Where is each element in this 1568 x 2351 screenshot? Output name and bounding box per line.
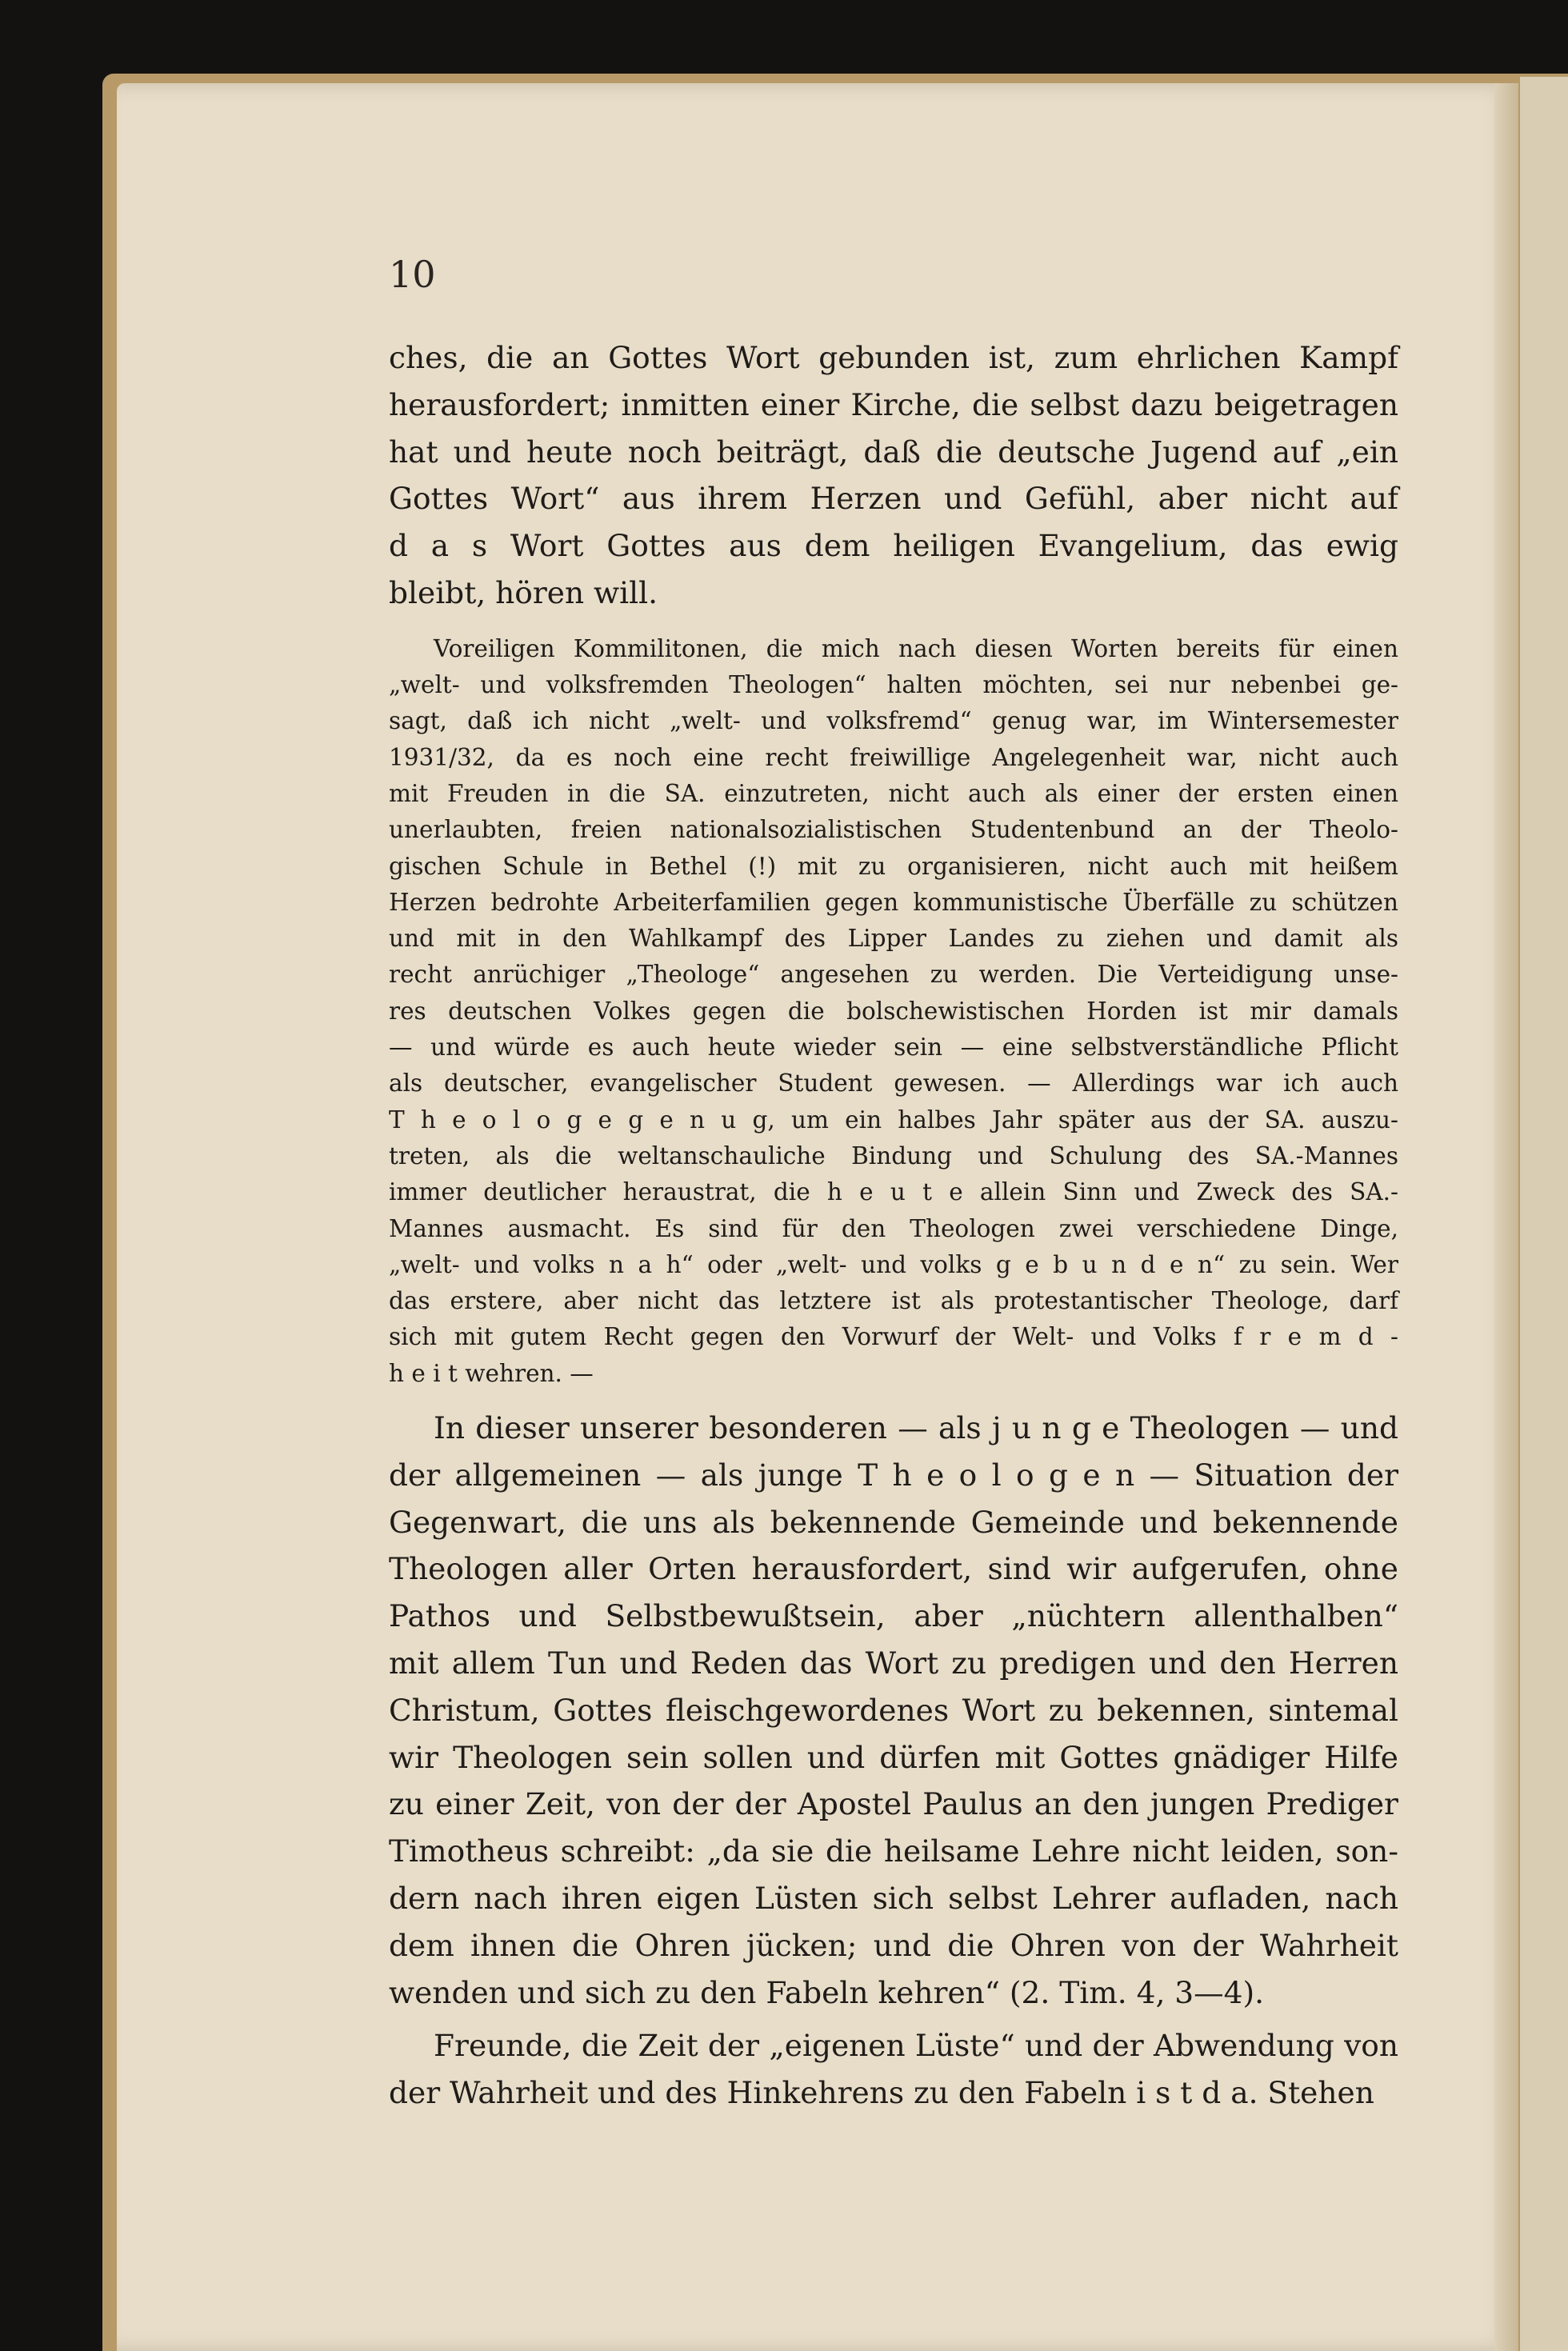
paragraph-1-line: d a s Wort Gottes aus dem heiligen Evangelium, das ewig <box>389 528 1398 564</box>
paragraph-2-line: „welt- und volksfremden Theologen“ halten möchten, sei nur nebenbei ge- <box>389 671 1398 699</box>
paragraph-2-footnote <box>389 631 1398 1392</box>
page-body <box>389 248 1398 2117</box>
spacer <box>389 1392 1398 1405</box>
paragraph-2-line: und mit in den Wahlkampf des Lipper Landes zu ziehen und damit als <box>389 925 1398 953</box>
paragraph-2-line: sagt, daß ich nicht „welt- und volksfremd“ genug war, im Wintersemester <box>389 707 1398 735</box>
page-gutter-shadow <box>1494 83 1518 2351</box>
adjacent-page-edge <box>1520 77 1568 2351</box>
paragraph-2-line: — und würde es auch heute wieder sein — eine selbstverständliche Pflicht <box>389 1034 1398 1062</box>
paragraph-1-line: hat und heute noch beiträgt, daß die deutsche Jugend auf „ein <box>389 434 1398 470</box>
page-number: 10 <box>389 253 436 296</box>
paragraph-3-line: wenden und sich zu den Fabeln kehren“ (2. Tim. 4, 3—4). <box>389 1974 1265 2010</box>
paragraph-1-line: herausfordert; inmitten einer Kirche, die selbst dazu beigetragen <box>389 386 1398 422</box>
paragraph-2-line: Mannes ausmacht. Es sind für den Theologen zwei verschiedene Dinge, <box>389 1214 1398 1242</box>
paragraph-3-line: In dieser unserer besonderen — als j u n g e Theologen — und <box>434 1410 1398 1446</box>
paragraph-2-line: als deutscher, evangelischer Student gewesen. — Allerdings war ich auch <box>389 1070 1398 1098</box>
paragraph-2-line: recht anrüchiger „Theologe“ angesehen zu werden. Die Verteidigung unse- <box>389 961 1398 989</box>
paragraph-3 <box>389 1405 1398 2016</box>
paragraph-3-line: der allgemeinen — als junge T h e o l o g e n — Situation der <box>389 1457 1398 1493</box>
paragraph-4-line: der Wahrheit und des Hinkehrens zu den Fabeln i s t d a. Stehen <box>389 2075 1374 2111</box>
paragraph-2-line: treten, als die weltanschauliche Bindung und Schulung des SA.-Mannes <box>389 1142 1398 1170</box>
paragraph-2-line: das erstere, aber nicht das letztere ist als protestantischer Theologe, darf <box>389 1287 1398 1315</box>
paragraph-3-line: zu einer Zeit, von der der Apostel Paulus an den jungen Prediger <box>389 1786 1398 1822</box>
spacer <box>389 2016 1398 2022</box>
paragraph-1-line: bleibt, hören will. <box>389 574 658 610</box>
paragraph-2-line: „welt- und volks n a h“ oder „welt- und volks g e b u n d e n“ zu sein. Wer <box>389 1250 1398 1278</box>
paragraph-2-line: 1931/32, da es noch eine recht freiwillige Angelegenheit war, nicht auch <box>389 743 1398 771</box>
paragraph-2-line: res deutschen Volkes gegen die bolschewistischen Horden ist mir damals <box>389 997 1398 1025</box>
paragraph-2-line: h e i t wehren. — <box>389 1359 594 1387</box>
paragraph-3-line: Theologen aller Orten herausfordert, sind wir aufgerufen, ohne <box>389 1551 1398 1587</box>
spacer <box>389 617 1398 631</box>
paragraph-3-line: Gegenwart, die uns als bekennende Gemeinde und bekennende <box>389 1504 1398 1540</box>
paragraph-2-line: Herzen bedrohte Arbeiterfamilien gegen kommunistische Überfälle zu schützen <box>389 888 1398 916</box>
paragraph-3-line: dern nach ihren eigen Lüsten sich selbst Lehrer aufladen, nach <box>389 1880 1398 1916</box>
paragraph-3-line: Pathos und Selbstbewußtsein, aber „nüchtern allenthalben“ <box>389 1598 1398 1634</box>
paragraph-1-line: Gottes Wort“ aus ihrem Herzen und Gefühl, aber nicht auf <box>389 481 1398 517</box>
paragraph-1 <box>389 334 1398 617</box>
paragraph-2-line: Voreiligen Kommilitonen, die mich nach diesen Worten bereits für einen <box>434 634 1398 662</box>
paragraph-3-line: wir Theologen sein sollen und dürfen mit Gottes gnädiger Hilfe <box>389 1739 1398 1775</box>
paragraph-1-line: ches, die an Gottes Wort gebunden ist, zum ehrlichen Kampf <box>389 340 1398 375</box>
paragraph-2-line: mit Freuden in die SA. einzutreten, nicht auch als einer der ersten einen <box>389 779 1398 807</box>
paragraph-2-line: gischen Schule in Bethel (!) mit zu organisieren, nicht auch mit heißem <box>389 852 1398 880</box>
paragraph-2-line: unerlaubten, freien nationalsozialistischen Studentenbund an der Theolo- <box>389 816 1398 844</box>
top-spacer <box>389 248 1398 334</box>
paragraph-3-line: Timotheus schreibt: „da sie die heilsame Lehre nicht leiden, son- <box>389 1833 1398 1869</box>
paragraph-3-line: mit allem Tun und Reden das Wort zu predigen und den Herren <box>389 1645 1398 1681</box>
paragraph-4-line: Freunde, die Zeit der „eigenen Lüste“ und der Abwendung von <box>434 2028 1398 2064</box>
paragraph-4 <box>389 2022 1398 2117</box>
paragraph-3-line: Christum, Gottes fleischgewordenes Wort zu bekennen, sintemal <box>389 1692 1398 1728</box>
paragraph-2-line: immer deutlicher heraustrat, die h e u t e allein Sinn und Zweck des SA.- <box>389 1178 1398 1206</box>
paragraph-2-line: sich mit gutem Recht gegen den Vorwurf der Welt- und Volks f r e m d - <box>389 1323 1398 1351</box>
paragraph-2-line: T h e o l o g e g e n u g, um ein halbes Jahr später aus der SA. auszu- <box>389 1106 1398 1134</box>
paragraph-3-line: dem ihnen die Ohren jücken; und die Ohren von der Wahrheit <box>389 1927 1398 1963</box>
